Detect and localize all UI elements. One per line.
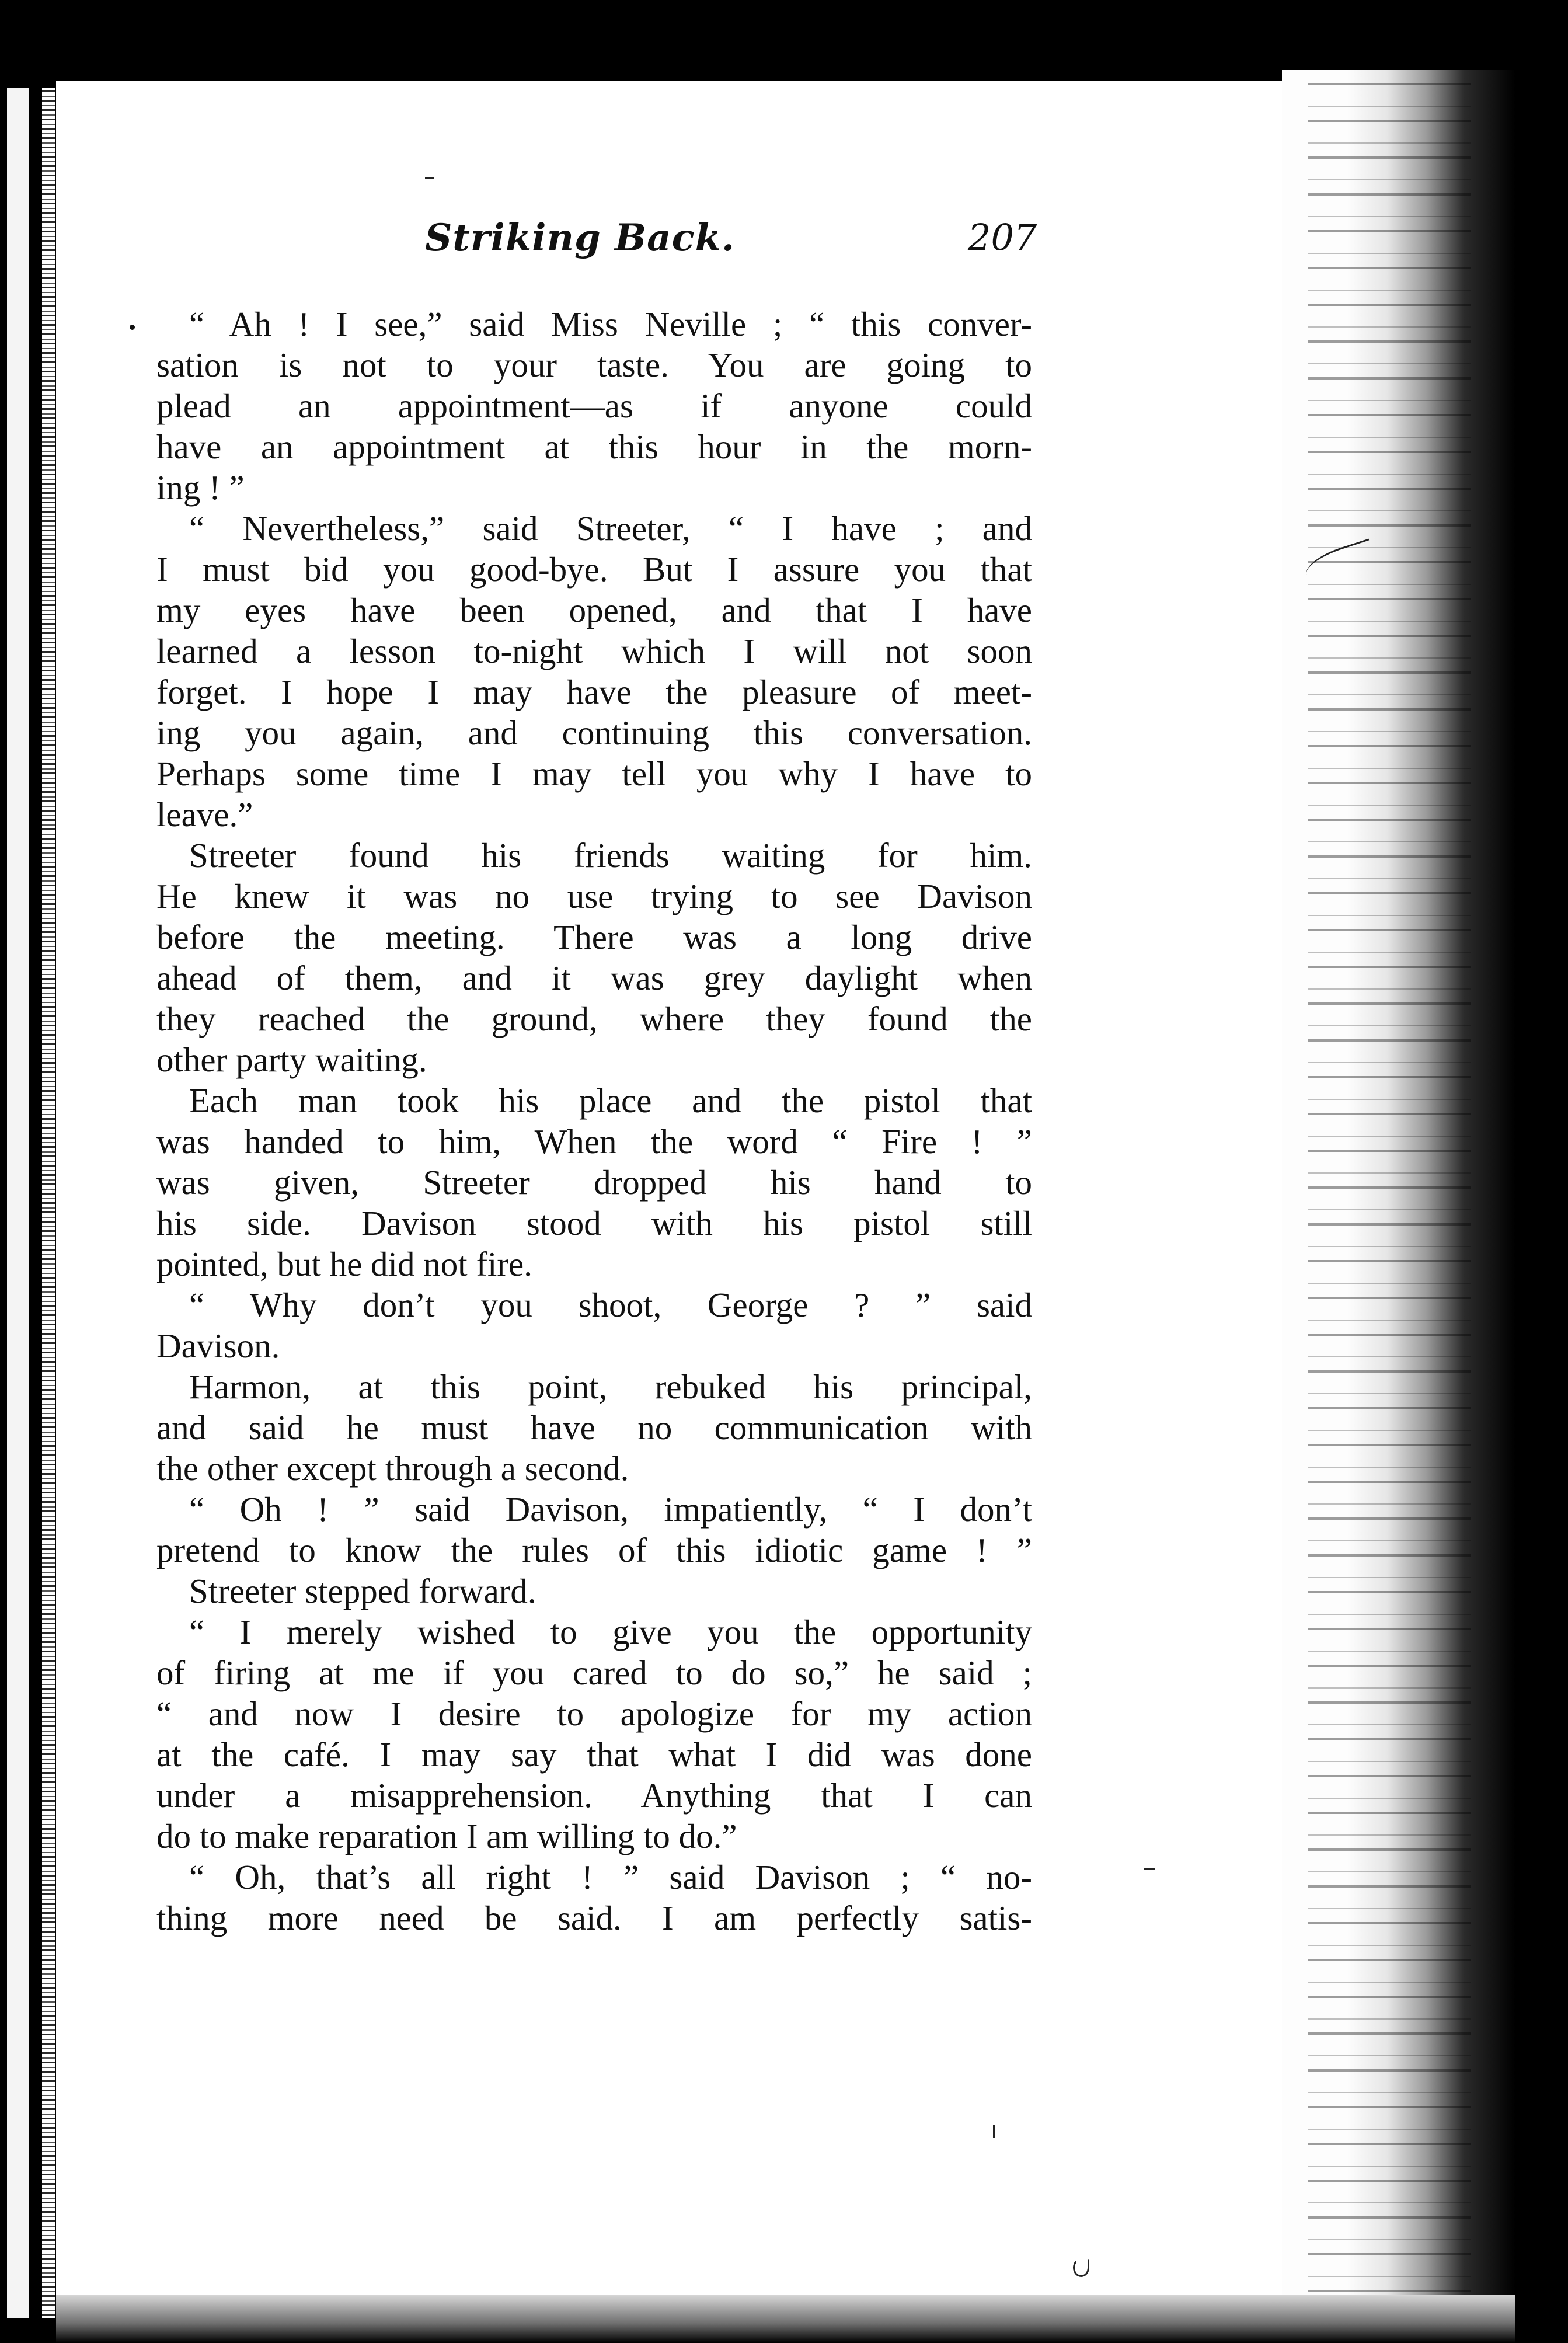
- text-line: at the café. I may say that what I did was done: [156, 1735, 1032, 1774]
- text-line: under a misapprehension. Anything that I can: [156, 1776, 1032, 1815]
- text-line: Each man took his place and the pistol that: [189, 1081, 1032, 1120]
- text-line: Perhaps some time I may tell you why I have to: [156, 754, 1032, 793]
- text-line: “ Oh, that’s all right ! ” said Davison ; “ no-: [189, 1858, 1032, 1896]
- text-line: pointed, but he did not fire.: [156, 1245, 532, 1283]
- text-line: “ Why don’t you shoot, George ? ” said: [189, 1286, 1032, 1324]
- text-line: “ Ah ! I see,” said Miss Neville ; “ this conver-: [189, 305, 1032, 343]
- text-line: “ Oh ! ” said Davison, impatiently, “ I don’t: [189, 1490, 1032, 1529]
- bottom-stray-mark: [993, 2125, 995, 2138]
- text-line: his side. Davison stood with his pistol still: [156, 1204, 1032, 1242]
- running-head: [409, 216, 1051, 274]
- top-stray-mark: [425, 177, 434, 179]
- text-line: “ and now I desire to apologize for my action: [156, 1694, 1032, 1733]
- page-number: 207: [968, 216, 1037, 259]
- text-line: was handed to him, When the word “ Fire ! ”: [156, 1122, 1032, 1161]
- text-line: Streeter stepped forward.: [189, 1572, 536, 1610]
- text-line: my eyes have been opened, and that I have: [156, 591, 1032, 629]
- text-line: Harmon, at this point, rebuked his principal,: [189, 1367, 1032, 1406]
- text-line: Davison.: [156, 1327, 280, 1365]
- text-line: Streeter found his friends waiting for him.: [189, 836, 1032, 875]
- text-line: before the meeting. There was a long drive: [156, 918, 1032, 956]
- text-line: have an appointment at this hour in the morn-: [156, 427, 1032, 466]
- text-line: sation is not to your taste. You are going to: [156, 346, 1032, 384]
- text-line: they reached the ground, where they found the: [156, 1000, 1032, 1038]
- text-line: thing more need be said. I am perfectly satis-: [156, 1899, 1032, 1937]
- text-line: forget. I hope I may have the pleasure of meet-: [156, 673, 1032, 711]
- text-line: and said he must have no communication with: [156, 1408, 1032, 1447]
- text-line: was given, Streeter dropped his hand to: [156, 1163, 1032, 1202]
- binding-gutter: [42, 88, 55, 2318]
- left-page-edge: [7, 88, 29, 2318]
- margin-dot: [130, 325, 135, 330]
- text-line: ing you again, and continuing this conversation.: [156, 713, 1032, 752]
- text-line: ahead of them, and it was grey daylight when: [156, 959, 1032, 997]
- text-line: ing ! ”: [156, 468, 245, 507]
- text-line: do to make reparation I am willing to do.”: [156, 1817, 737, 1855]
- bottom-shadow: [56, 2295, 1515, 2343]
- text-line: leave.”: [156, 795, 253, 834]
- text-line: He knew it was no use trying to see Davison: [156, 877, 1032, 915]
- text-line: learned a lesson to-night which I will not soon: [156, 632, 1032, 670]
- page-edge-speckle: [1308, 70, 1471, 2335]
- text-line: plead an appointment—as if anyone could: [156, 387, 1032, 425]
- text-line: of firing at me if you cared to do so,” he said ;: [156, 1653, 1032, 1692]
- text-line: other party waiting.: [156, 1040, 427, 1079]
- text-line: the other except through a second.: [156, 1449, 629, 1488]
- text-line: pretend to know the rules of this idiotic game ! ”: [156, 1531, 1032, 1569]
- bottom-corner-mark: [1073, 2258, 1089, 2277]
- right-margin-tick: [1144, 1868, 1155, 1870]
- text-line: “ I merely wished to give you the opportunity: [189, 1613, 1032, 1651]
- text-line: “ Nevertheless,” said Streeter, “ I have ; and: [189, 509, 1032, 548]
- running-title: Striking Back.: [425, 216, 736, 260]
- text-line: I must bid you good-bye. But I assure you that: [156, 550, 1032, 589]
